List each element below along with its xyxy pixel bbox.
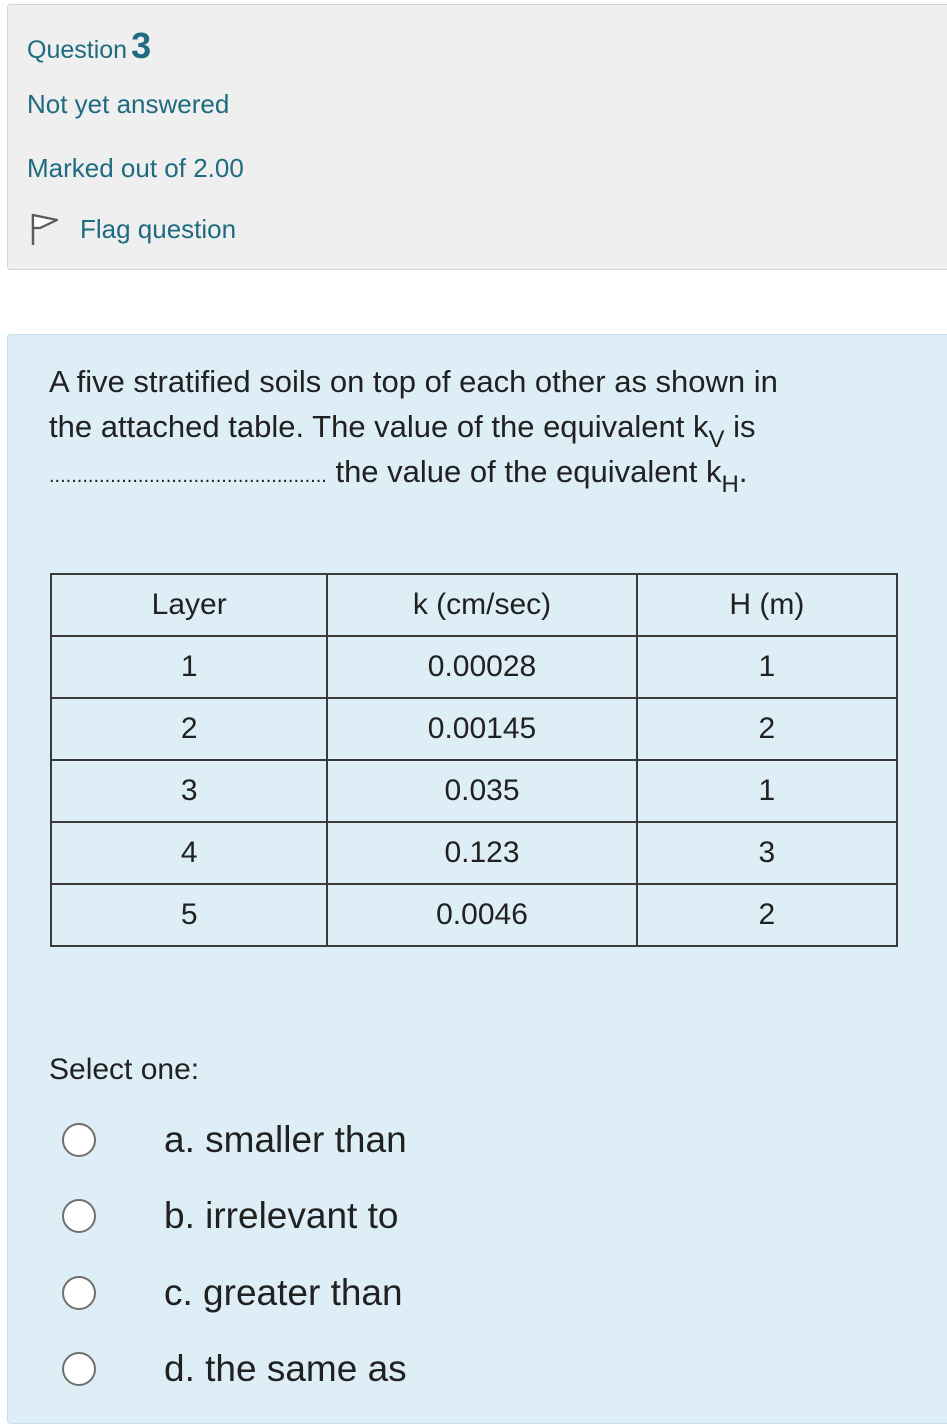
question-text-line-3 <box>49 449 909 499</box>
question-info-panel <box>7 4 947 270</box>
table-cell: 5 <box>51 884 327 946</box>
table-row <box>51 884 897 946</box>
question-text-line-1: A five stratified soils on top of each other as shown in <box>49 364 778 399</box>
table-row <box>51 698 897 760</box>
table-row <box>51 760 897 822</box>
table-cell: 0.00028 <box>327 636 636 698</box>
select-one-prompt: Select one: <box>49 1053 200 1086</box>
table-cell: 3 <box>51 760 327 822</box>
question-text-line-3-middle: the value of the equivalent k <box>326 454 722 489</box>
table-cell: 1 <box>637 760 897 822</box>
kv-subscript: V <box>708 426 725 453</box>
question-grade: Marked out of 2.00 <box>27 153 244 183</box>
answer-option-b-label[interactable]: b. irrelevant to <box>164 1195 399 1236</box>
radio-button-b[interactable] <box>62 1199 96 1233</box>
radio-button-c[interactable] <box>62 1276 96 1310</box>
flag-question-button[interactable] <box>30 211 236 247</box>
answer-option-c[interactable] <box>62 1272 403 1314</box>
answer-option-a-label[interactable]: a. smaller than <box>164 1119 407 1160</box>
answer-option-a[interactable] <box>62 1119 407 1161</box>
flag-question-label: Flag question <box>80 213 237 244</box>
answer-option-d-label[interactable]: d. the same as <box>164 1348 407 1389</box>
radio-button-d[interactable] <box>62 1352 96 1386</box>
kh-subscript: H <box>721 471 739 498</box>
question-text-line-3-end: . <box>738 454 748 489</box>
table-cell: 1 <box>51 636 327 698</box>
table-cell: 3 <box>637 822 897 884</box>
answer-option-d[interactable] <box>62 1348 407 1390</box>
flag-icon <box>30 211 60 247</box>
question-text-line-2-suffix: is <box>724 409 756 444</box>
header-k: k (cm/sec) <box>327 574 636 636</box>
table-cell: 2 <box>637 884 897 946</box>
answer-blank: .................................................. <box>49 465 327 487</box>
table-header-row <box>51 574 897 636</box>
table-cell: 0.035 <box>327 760 636 822</box>
header-h: H (m) <box>637 574 897 636</box>
question-text-line-2-prefix: the attached table. The value of the equivalent k <box>49 409 709 444</box>
question-number: 3 <box>131 25 152 66</box>
question-number-heading <box>27 25 151 67</box>
radio-button-a[interactable] <box>62 1123 96 1157</box>
soil-layers-table <box>50 573 898 947</box>
question-text <box>49 359 909 499</box>
table-cell: 1 <box>637 636 897 698</box>
header-layer: Layer <box>51 574 327 636</box>
answer-option-c-label[interactable]: c. greater than <box>164 1272 403 1313</box>
question-content-panel <box>7 334 947 1424</box>
table-cell: 2 <box>51 698 327 760</box>
table-cell: 0.00145 <box>327 698 636 760</box>
question-word: Question <box>27 36 128 64</box>
question-state: Not yet answered <box>27 89 230 119</box>
table-row <box>51 822 897 884</box>
answer-option-b[interactable] <box>62 1195 398 1237</box>
table-cell: 0.123 <box>327 822 636 884</box>
table-cell: 0.0046 <box>327 884 636 946</box>
table-row <box>51 636 897 698</box>
question-text-line-2 <box>49 404 909 453</box>
table-cell: 4 <box>51 822 327 884</box>
table-cell: 2 <box>637 698 897 760</box>
